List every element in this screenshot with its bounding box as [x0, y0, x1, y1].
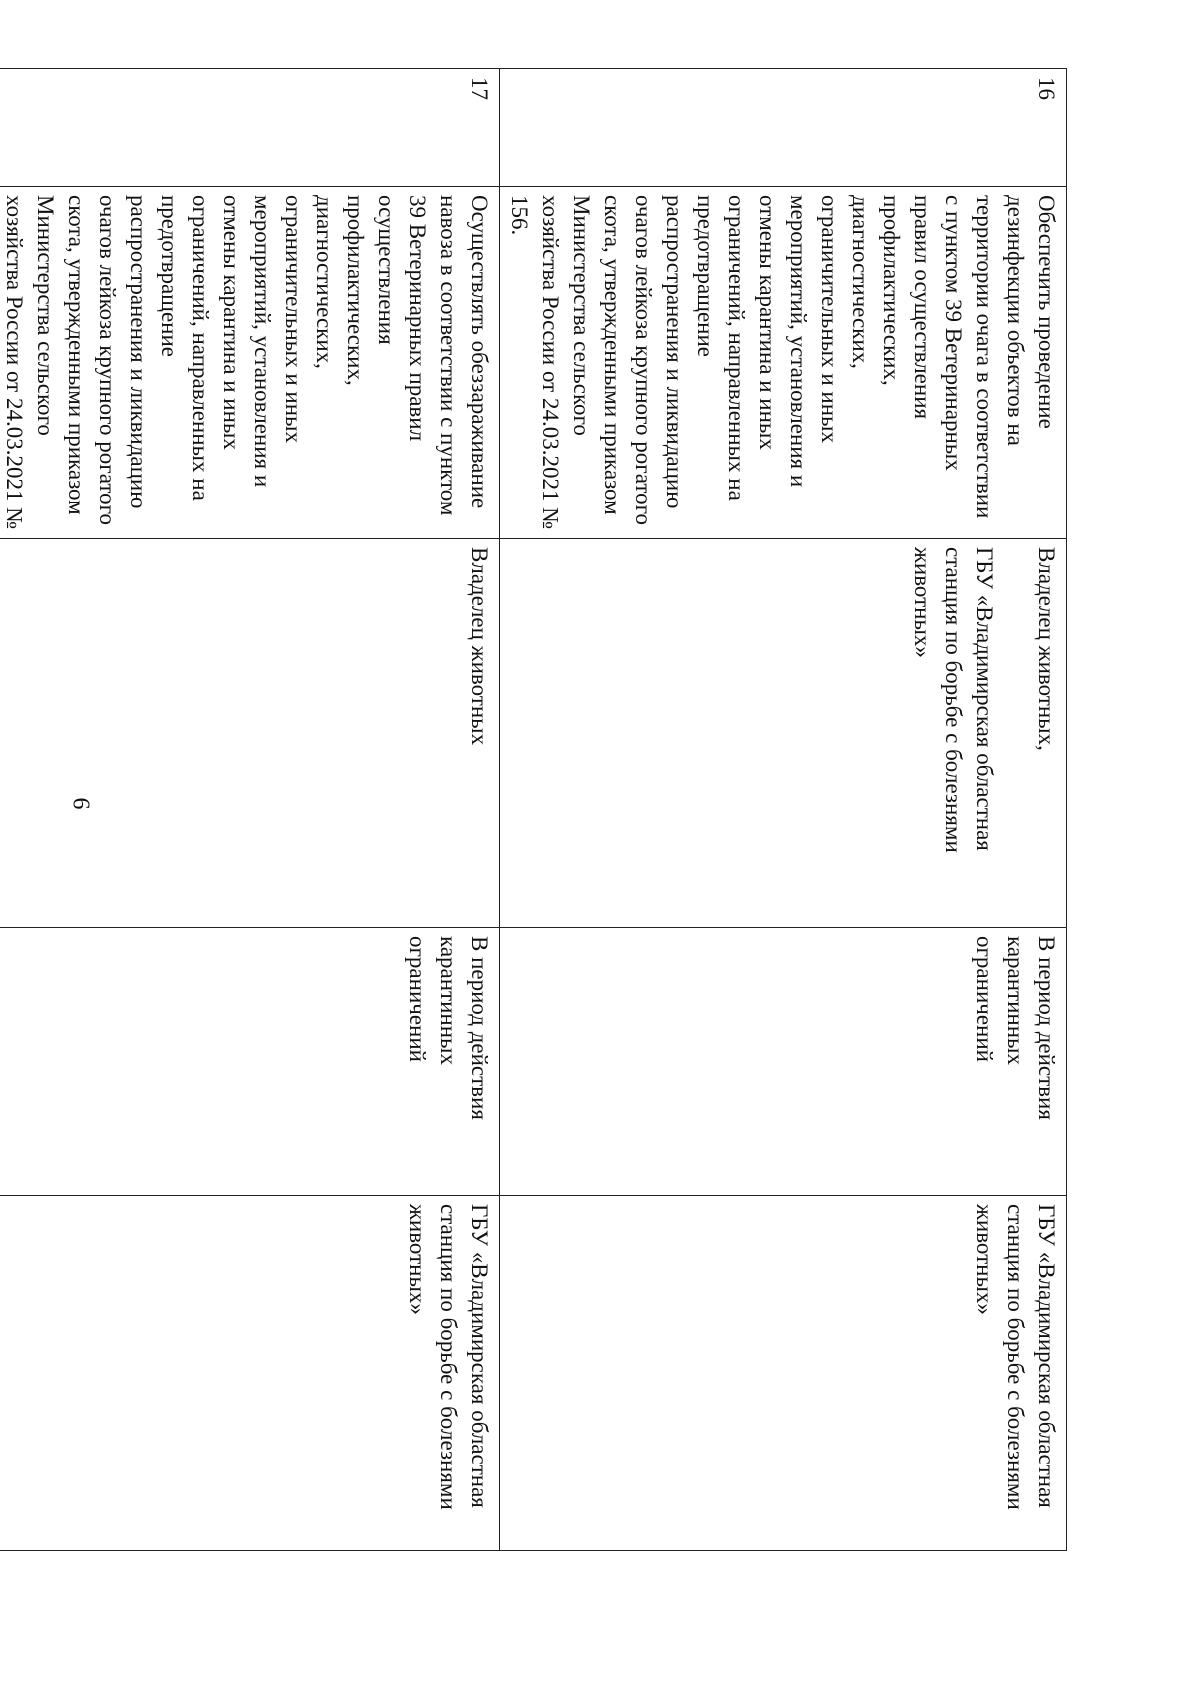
organization-cell [0, 1196, 500, 1551]
term-cell [0, 928, 500, 1196]
table-row [500, 69, 1067, 1551]
responsible-secondary: ГБУ «Владимирская областная станция по борьбе с болезнями животных» [910, 547, 997, 853]
table-row [0, 69, 500, 1551]
row-number: 17 [467, 77, 492, 100]
term-cell [500, 928, 1067, 1196]
page-number: 6 [67, 797, 94, 810]
responsible-cell [0, 539, 500, 928]
responsible-primary: Владелец животных [467, 547, 492, 746]
row-number: 16 [1034, 77, 1059, 100]
organization-cell [500, 1196, 1067, 1551]
responsible-cell [500, 539, 1067, 928]
action-cell [0, 187, 500, 539]
row-number-cell [500, 69, 1067, 187]
measures-table-container [2, 68, 1067, 1550]
action-cell [500, 187, 1067, 539]
organization-text: ГБУ «Владимирская областная станция по борьбе с болезнями животных» [405, 1204, 492, 1510]
organization-text: ГБУ «Владимирская областная станция по борьбе с болезнями животных» [972, 1204, 1059, 1510]
term-text: В период действия карантинных ограничений [405, 936, 492, 1120]
measures-table [0, 68, 1067, 1551]
responsible-primary: Владелец животных, [1034, 547, 1059, 751]
action-text: Обеспечить проведение дезинфекции объектов на территории очага в соответствии с пунктом 39 Ветеринарных правил осуществления профилактических, диагностических, ограничительных и иных мероприятий, установления и отмены карантина и иных ограничений, направленных на предотвращение распространения и ликвидацию очагов лейкоза крупного рогатого скота, утвержденными приказом Министерства сельского хозяйства России от 24.03.2021 № 156. [507, 195, 1059, 530]
term-text: В период действия карантинных ограничений [972, 936, 1059, 1120]
row-number-cell [0, 69, 500, 187]
action-text: Осуществлять обеззараживание навоза в соответствии с пунктом 39 Ветеринарных правил осуществления профилактических, диагностических, ограничительных и иных мероприятий, установления и отмены карантина и иных ограничений, направленных на предотвращение распространения и ликвидацию очагов лейкоза крупного рогатого скота, утвержденными приказом Министерства сельского хозяйства России от 24.03.2021 № [2, 195, 492, 530]
